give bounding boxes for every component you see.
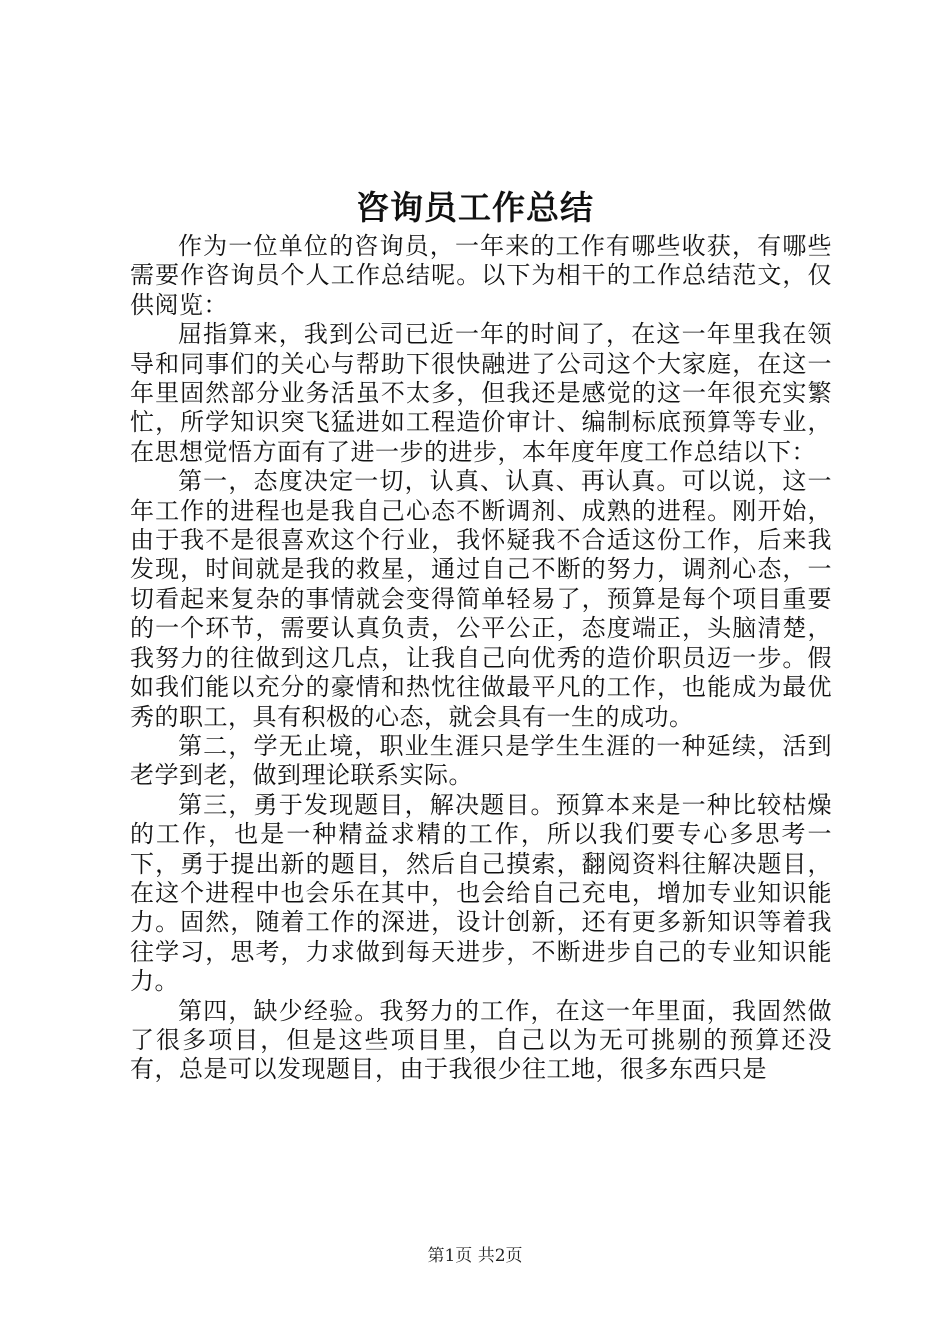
paragraph-point-1: 第一，态度决定一切，认真、认真、再认真。可以说，这一年工作的进程也是我自己心态不断调剂、成熟的进程。刚开始，由于我不是很喜欢这个行业，我怀疑我不合适这份工作，后来我发现，时间就是我的救星，通过自己不断的努力，调剂心态，一切看起来复杂的事情就会变得简单轻易了，预算是每个项目重要的一个环节，需要认真负责，公平公正，态度端正，头脑清楚，我努力的往做到这几点，让我自己向优秀的造价职员迈一步。假如我们能以充分的豪情和热忱往做最平凡的工作，也能成为最优秀的职工，具有积极的心态，就会具有一生的成功。 <box>130 467 832 731</box>
page-number-footer: 第1页 共2页 <box>427 1246 523 1266</box>
document-body <box>130 232 832 1085</box>
paragraph-intro: 作为一位单位的咨询员，一年来的工作有哪些收获，有哪些需要作咨询员个人工作总结呢。以下为相干的工作总结范文，仅供阅览： <box>130 232 832 319</box>
paragraph-point-4: 第四，缺少经验。我努力的工作，在这一年里面，我固然做了很多项目，但是这些项目里，自己以为无可挑剔的预算还没有，总是可以发现题目，由于我很少往工地，很多东西只是 <box>130 996 832 1084</box>
paragraph-point-3: 第三，勇于发现题目，解决题目。预算本来是一种比较枯燥的工作，也是一种精益求精的工作，所以我们要专心多思考一下，勇于提出新的题目，然后自己摸索，翻阅资料往解决题目，在这个进程中也会乐在其中，也会给自己充电，增加专业知识能力。固然，随着工作的深进，设计创新，还有更多新知识等着我往学习，思考，力求做到每天进步，不断进步自己的专业知识能力。 <box>130 790 832 996</box>
paragraph-overview: 屈指算来，我到公司已近一年的时间了，在这一年里我在领导和同事们的关心与帮助下很快融进了公司这个大家庭，在这一年里固然部分业务活虽不太多，但我还是感觉的这一年很充实繁忙，所学知识突飞猛进如工程造价审计、编制标底预算等专业，在思想觉悟方面有了进一步的进步，本年度年度工作总结以下： <box>130 320 832 466</box>
document-title: 咨询员工作总结 <box>356 188 594 227</box>
paragraph-point-2: 第二，学无止境，职业生涯只是学生生涯的一种延续，活到老学到老，做到理论联系实际。 <box>130 731 832 790</box>
